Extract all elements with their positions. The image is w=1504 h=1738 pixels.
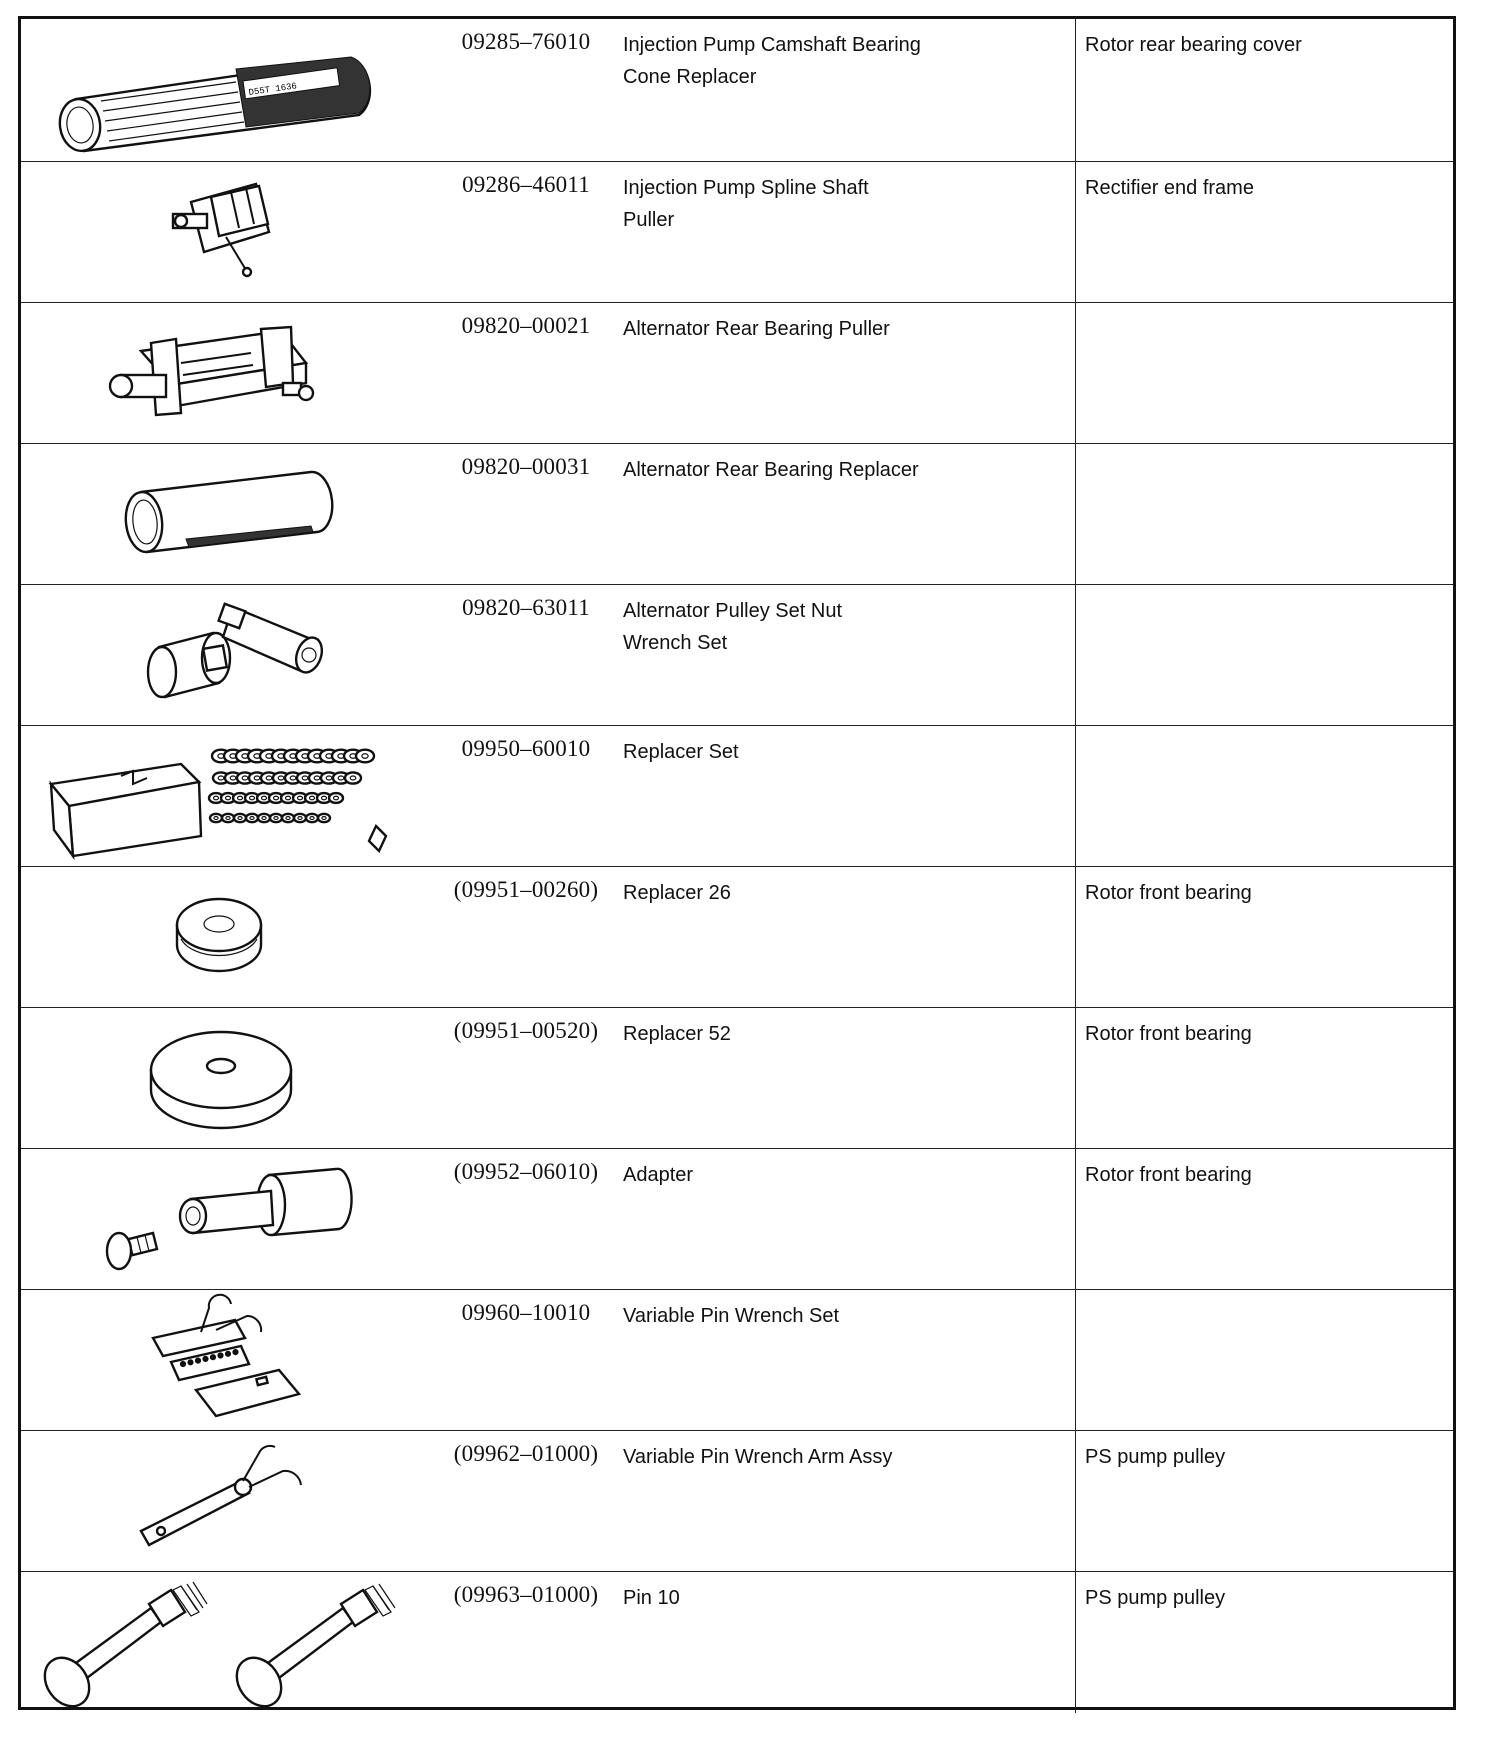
bearing-puller-icon bbox=[21, 303, 421, 443]
table-row bbox=[21, 444, 1453, 585]
tool-use: Rotor rear bearing cover bbox=[1085, 34, 1302, 56]
socket-wrench-set-icon bbox=[21, 585, 421, 725]
tube-replacer-icon bbox=[21, 444, 421, 584]
table-row bbox=[21, 19, 1453, 162]
table-row bbox=[21, 162, 1453, 303]
table-row bbox=[21, 1290, 1453, 1431]
tool-use: Rectifier end frame bbox=[1085, 177, 1254, 199]
tool-name: Alternator Pulley Set Nut Wrench Set bbox=[623, 600, 842, 654]
tool-name: Alternator Rear Bearing Replacer bbox=[623, 459, 919, 481]
part-number: (09951–00260) bbox=[453, 877, 599, 902]
tool-name: Replacer 26 bbox=[623, 882, 731, 904]
threaded-pins-icon bbox=[21, 1572, 421, 1713]
table-row bbox=[21, 867, 1453, 1008]
tool-use: Rotor front bearing bbox=[1085, 1164, 1252, 1186]
table-row bbox=[21, 1572, 1453, 1713]
pin-wrench-arm-icon bbox=[21, 1431, 421, 1571]
part-number: (09951–00520) bbox=[453, 1018, 599, 1043]
part-number: 09285–76010 bbox=[461, 29, 591, 54]
tool-name: Variable Pin Wrench Arm Assy bbox=[623, 1446, 893, 1468]
part-number: 09286–46011 bbox=[462, 172, 590, 197]
tool-use: Rotor front bearing bbox=[1085, 882, 1252, 904]
tool-name: Adapter bbox=[623, 1164, 694, 1186]
tool-name: Injection Pump Camshaft Bearing Cone Replacer bbox=[623, 34, 921, 88]
table-row bbox=[21, 726, 1453, 867]
part-number: 09820–00021 bbox=[461, 313, 591, 338]
spline-shaft-puller-icon bbox=[21, 162, 421, 302]
tool-name: Variable Pin Wrench Set bbox=[623, 1305, 840, 1327]
table-row bbox=[21, 585, 1453, 726]
table-row bbox=[21, 303, 1453, 444]
tool-name: Injection Pump Spline Shaft Puller bbox=[623, 177, 869, 231]
large-disc-replacer-icon bbox=[21, 1008, 421, 1148]
special-service-tools-table bbox=[18, 16, 1456, 1710]
small-ring-replacer-icon bbox=[21, 867, 421, 1007]
tool-name: Replacer 52 bbox=[623, 1023, 731, 1045]
tool-name: Replacer Set bbox=[623, 741, 739, 763]
tool-use: Rotor front bearing bbox=[1085, 1023, 1252, 1045]
adapter-with-bolt-icon bbox=[21, 1149, 421, 1289]
part-number: 09950–60010 bbox=[461, 736, 591, 761]
pin-wrench-set-icon bbox=[21, 1290, 421, 1430]
part-number: (09962–01000) bbox=[453, 1441, 599, 1466]
table-row bbox=[21, 1431, 1453, 1572]
tool-name: Alternator Rear Bearing Puller bbox=[623, 318, 890, 340]
tool-use: PS pump pulley bbox=[1085, 1446, 1226, 1468]
cylinder-sleeve-replacer-icon bbox=[21, 19, 421, 161]
part-number: 09960–10010 bbox=[461, 1300, 591, 1325]
tool-use: PS pump pulley bbox=[1085, 1587, 1226, 1609]
replacer-set-case-icon bbox=[21, 726, 421, 866]
part-number: 09820–00031 bbox=[461, 454, 591, 479]
part-number: (09963–01000) bbox=[453, 1582, 599, 1607]
part-number: 09820–63011 bbox=[462, 595, 590, 620]
tool-name: Pin 10 bbox=[623, 1587, 680, 1609]
table-row bbox=[21, 1149, 1453, 1290]
table-row bbox=[21, 1008, 1453, 1149]
svg-text:D55T 1636: D55T 1636 bbox=[248, 81, 298, 98]
part-number: (09952–06010) bbox=[453, 1159, 599, 1184]
